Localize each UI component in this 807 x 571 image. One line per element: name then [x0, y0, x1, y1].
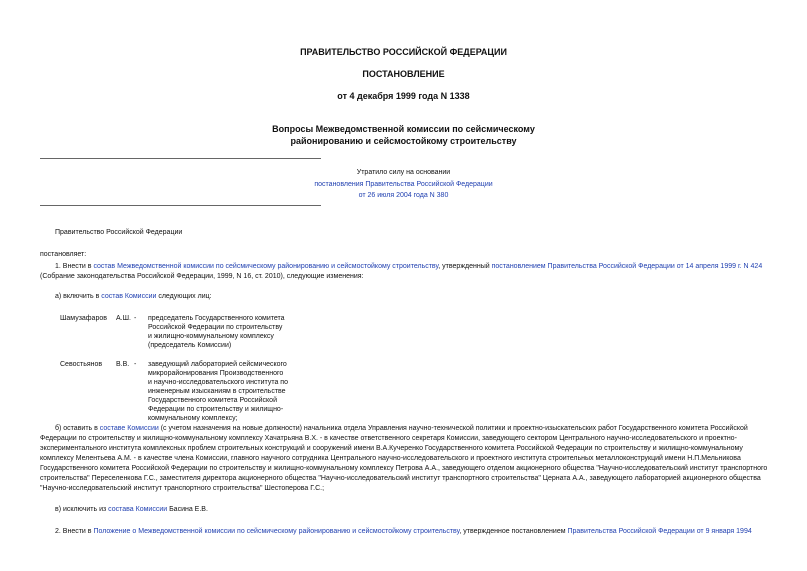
member-dash: -	[134, 361, 137, 368]
validity-link-line2[interactable]: от 26 июля 2004 года N 380	[358, 192, 449, 199]
divider-top	[40, 158, 321, 159]
link-commission-b[interactable]: составе Комиссии	[99, 425, 159, 432]
validity-note: Утратило силу на основании	[356, 169, 451, 176]
government-heading: ПРАВИТЕЛЬСТВО РОССИЙСКОЙ ФЕДЕРАЦИИ	[300, 47, 507, 57]
link-regulation[interactable]: Положение о Межведомственной комиссии по сейсмическому районированию и сейсмостойкому строительству	[93, 528, 460, 535]
document-title-line1: Вопросы Межведомственной комиссии по сейсмическому	[272, 124, 535, 134]
paragraph-1: 1. Внести в состав Межведомственной комиссии по сейсмическому районированию и сейсмостойкому строительству, утвержденный постановлением Правительства Российской Федерации от 14 апреля 1999 г. N 424 (Собрание законодательства Российской Федерации, 1999, N 16, ст. 2010), следующие изменения:	[40, 263, 763, 280]
government-of-rf: Правительство Российской Федерации	[55, 229, 183, 236]
paragraph-a: а) включить в состав Комиссии следующих лиц:	[55, 293, 212, 300]
paragraph-2: 2. Внести в Положение о Межведомственной комиссии по сейсмическому районированию и сейсмостойкому строительству, утвержденное постановлением Правительства Российской Федерации от 9 января 1994	[55, 528, 752, 535]
link-commission-v[interactable]: состава Комиссии	[108, 506, 168, 513]
member-surname: Севостьянов	[60, 361, 103, 368]
link-commission-a[interactable]: состав Комиссии	[101, 293, 157, 300]
resolves-text: постановляет:	[40, 251, 87, 258]
member-surname: Шамузафаров	[60, 315, 107, 322]
member-initials: В.В.	[116, 361, 130, 368]
member-row	[60, 360, 288, 423]
document-title-line2: районированию и сейсмостойкому строительству	[290, 136, 517, 146]
validity-link-line1[interactable]: постановления Правительства Российской Федерации	[314, 181, 493, 188]
member-description: председатель Государственного комитета Российской Федерации по строительству и жилищно-коммунальному комплексу (председатель Комиссии)	[148, 315, 285, 349]
link-government-resolution-1994[interactable]: Правительства Российской Федерации от 9 января 1994	[567, 528, 752, 535]
document-date-number: от 4 декабря 1999 года N 1338	[337, 91, 470, 101]
paragraph-v: в) исключить из состава Комиссии Басина Е.В.	[55, 506, 208, 513]
member-description: заведующий лабораторией сейсмического микрорайонирования Производственного и научно-исследовательского института по инженерным изысканиям в строительстве Государственного комитета Российской Федерации по строительству и жилищно-коммунальному комплексу;	[148, 361, 288, 422]
paragraph-b: б) оставить в составе Комиссии (с учетом назначения на новые должности) начальника отдела Управления научно-технической политики и проектно-изыскательских работ Государственного комитета Российской Федерации по строительству и жилищно-коммунальному комплексу Хачатрьяна В.Х. - в качестве ответственного секретаря Комиссии, заведующего сектором Центрального научно-исследовательского и проектно-экспериментального института комплексных проблем строительных конструкций и сооружений имени В.А.Кучеренко Государственного комитета Российской Федерации по строительству и жилищно-коммунальному комплексу Мелентьева А.М. - в качестве члена Комиссии, главного научного сотрудника Центрального научно-исследовательского и проектного института строительных металлоконструкций имени Н.П.Мельникова Государственного комитета Российской Федерации по строительству и жилищно-коммунальному комплексу Петрова А.А., заведующего отделом акционерного общества "Научно-исследовательский институт транспортного строительства" Переселенкова Г.С., заместителя директора акционерного общества "Научно-исследовательский институт транспортного строительства" Церната А.А., заведующего лабораторией акционерного общества "Научно-исследовательский институт транспортного строительства" Шестоперова Г.С.;	[40, 425, 768, 492]
link-commission-composition[interactable]: состав Межведомственной комиссии по сейсмическому районированию и сейсмостойкому строительству	[93, 263, 439, 270]
document-type: ПОСТАНОВЛЕНИЕ	[362, 69, 445, 79]
divider-bottom	[40, 205, 321, 206]
member-dash: -	[134, 315, 137, 322]
member-initials: А.Ш.	[116, 315, 131, 322]
link-resolution-1999[interactable]: постановлением Правительства Российской Федерации от 14 апреля 1999 г. N 424	[491, 263, 763, 270]
member-row	[60, 314, 288, 350]
